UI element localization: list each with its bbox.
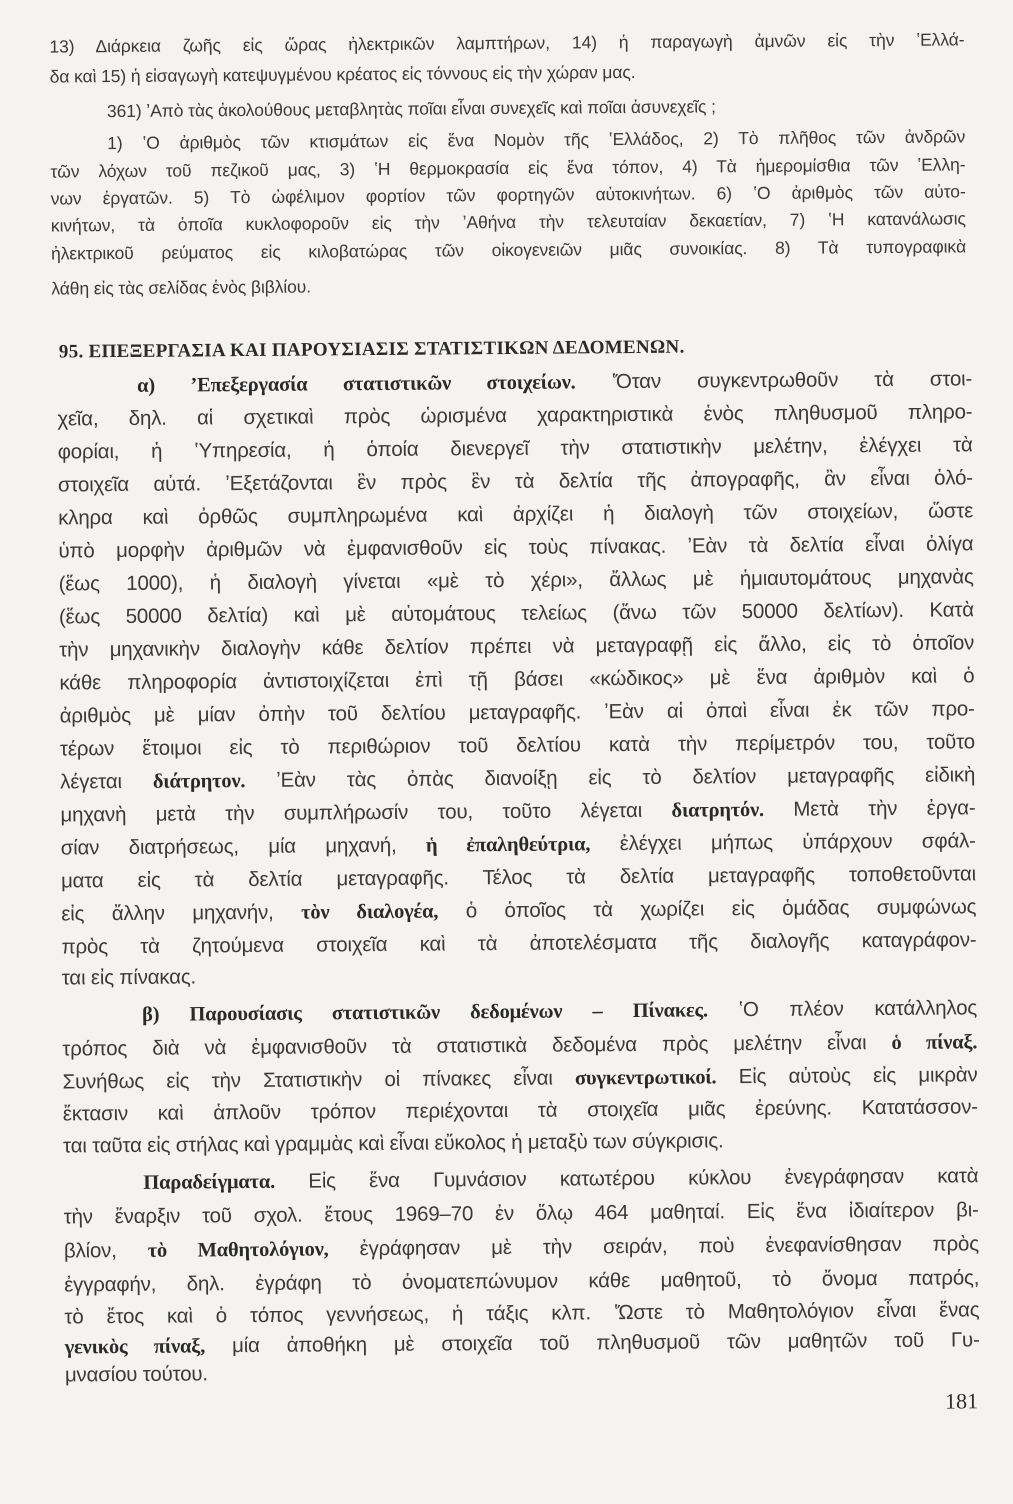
text-segment: κληρα καὶ ὀρθῶς συμπληρωμένα καὶ ἀρχίζει ἡ διαλογὴ τῶν στοιχείων, ὥστε xyxy=(58,499,974,530)
text-segment: τὴν μηχανικὴν διαλογὴν κάθε δελτίον πρέπει νὰ μεταγραφῇ εἰς ἄλλο, εἰς τὸ ὁποῖον xyxy=(59,631,975,662)
text-segment: τρόπος διὰ νὰ ἐμφανισθοῦν τὰ στατιστικὰ δεδομένα πρὸς μελέτην εἶναι xyxy=(62,1030,892,1061)
text-line xyxy=(58,532,973,564)
text-segment: μηχανὴ μετὰ τὴν συμπλήρωσίν του, τοῦτο λέγεται xyxy=(60,798,672,827)
text-line xyxy=(60,730,975,762)
text-line xyxy=(64,1198,979,1230)
text-segment: λέγεται xyxy=(60,769,153,794)
text-line xyxy=(61,862,976,894)
text-segment: δα καὶ 15) ἡ εἰσαγωγὴ κατεψυγμένου κρέατος εἰς τόννους εἰς τὴν χώραν μας. xyxy=(49,61,636,87)
text-line xyxy=(61,829,976,861)
text-line xyxy=(64,1232,979,1264)
text-segment: κάθε πληροφορία ἀντιστοιχίζεται ἐπὶ τῇ βάσει «κώδικος» μὲ ἕνα ἀριθμὸν καὶ ὁ xyxy=(59,664,975,695)
text-segment: Συνήθως εἰς τὴν Στατιστικὴν οἱ πίνακες εἶναι xyxy=(62,1066,576,1094)
text-segment: ἐλέγχει μήπως ὑπάρχουν σφάλ- xyxy=(590,829,976,856)
text-line xyxy=(60,697,975,729)
text-segment: ʽΌταν συγκεντρωθοῦν τὰ στοι- xyxy=(575,367,973,394)
text-line xyxy=(51,181,966,209)
text-line xyxy=(65,1356,980,1388)
text-segment: Εἰς ἕνα Γυμνάσιον κατωτέρου κύκλου ἐνεγράφησαν κατὰ xyxy=(274,1163,979,1193)
text-line xyxy=(51,271,966,299)
text-segment: τῶν λόχων τοῦ πεζικοῦ μας, 3) ʽΗ θερμοκρασία εἰς ἕνα τόπον, 4) Τὰ ἡμερομίσθια τῶν ʽΕλλη- xyxy=(50,153,966,182)
bold-term: ὁ πίναξ. xyxy=(891,1030,978,1054)
text-line xyxy=(58,433,973,465)
bold-term: β) Παρουσίασις στατιστικῶν δεδομένων – Πίνακες. xyxy=(141,999,708,1026)
text-segment: ὑπὸ μορφὴν ἀριθμῶν νὰ ἐμφανισθοῦν εἰς τοὺς πίνακας. ʼΕὰν τὰ δελτία εἶναι ὀλίγα xyxy=(58,532,974,563)
text-line xyxy=(59,565,974,597)
text-segment: νων ἐργατῶν. 5) Τὸ ὠφέλιμον φορτίον τῶν φορτηγῶν αὐτοκινήτων. 6) ʽΟ ἀριθμὸς τῶν αὐτο- xyxy=(50,180,966,209)
bold-term: Παραδείγματα. xyxy=(143,1170,276,1194)
text-line xyxy=(60,763,975,795)
text-line xyxy=(63,1127,978,1159)
text-line xyxy=(60,796,975,828)
text-segment: ἀριθμὸς μὲ μίαν ὀπὴν τοῦ δελτίου μεταγραφῆς. ʼΕὰν αἱ ὀπαὶ εἶναι ἐκ τῶν προ- xyxy=(59,697,975,728)
text-segment: βλίον, xyxy=(63,1238,148,1263)
text-line xyxy=(59,631,974,663)
text-segment: εἰς ἄλλην μηχανήν, xyxy=(61,900,302,926)
text-segment: ἐγγραφήν, δηλ. ἐγράφη τὸ ὀνοματεπώνυμον κάθε μαθητοῦ, τὸ ὄνομα πατρός, xyxy=(64,1265,980,1297)
text-segment: μνασίου τούτου. xyxy=(64,1362,208,1387)
text-line xyxy=(63,1063,978,1095)
text-segment: 361) ʼΑπὸ τὰς ἀκολούθους μεταβλητὰς ποῖαι εἶναι συνεχεῖς καὶ ποῖαι ἀσυνεχεῖς ; xyxy=(106,95,716,121)
text-line xyxy=(58,466,973,498)
text-line xyxy=(57,400,972,432)
text-line xyxy=(62,959,977,991)
text-segment: ται ταῦτα εἰς στήλας καὶ γραμμὰς καὶ εἶναι εὔκολος ἡ μεταξὺ των σύγκρισις. xyxy=(63,1128,724,1158)
text-segment: τὸ ἔτος καὶ ὁ τόπος γεννήσεως, ἡ τάξις κλπ. ʽΏστε τὸ Μαθητολόγιον εἶναι ἕνας xyxy=(64,1297,980,1329)
text-segment: πρὸς τὰ ζητούμενα στοιχεῖα καὶ τὰ ἀποτελέσματα τῆς διαλογῆς καταγράφον- xyxy=(61,928,977,959)
text-segment: στοιχεῖα αὐτά. ʼΕξετάζονται ἓν πρὸς ἓν τὰ δελτία τῆς ἀπογραφῆς, ἂν εἶναι ὁλό- xyxy=(57,466,973,497)
text-line xyxy=(142,996,977,1027)
bold-term: διατρητόν. xyxy=(671,798,765,822)
bold-term: α) ʼΕπεξεργασία στατιστικῶν στοιχείων. xyxy=(137,371,576,397)
text-segment: 13) Διάρκεια ζωῆς εἰς ὥρας ἠλεκτρικῶν λαμπτήρων, 14) ἡ παραγωγὴ ἀμνῶν εἰς τὴν ʽΕλλά- xyxy=(49,28,965,57)
bold-term: συγκεντρωτικοί. xyxy=(574,1066,717,1090)
text-segment: κινήτων, τὰ ὁποῖα κυκλοφοροῦν εἰς τὴν ʼΑθήνα τὴν τελευταίαν δεκαετίαν, 7) ʽΗ κατανάλωσις xyxy=(50,207,966,236)
bold-term: διάτρητον. xyxy=(152,769,246,793)
bold-term: γενικὸς πίναξ, xyxy=(64,1335,206,1359)
page-number: 181 xyxy=(945,1388,979,1414)
text-segment: ἐγράφησαν μὲ τὴν σειράν, ποὺ ἐνεφανίσθησαν πρὸς xyxy=(328,1231,979,1261)
text-segment: ʼΕὰν τὰς ὀπὰς διανοίξῃ εἰς τὸ δελτίον μεταγραφῆς εἰδικὴ xyxy=(245,763,976,792)
bold-term: ἡ ἐπαληθεύτρια, xyxy=(425,833,591,857)
text-line xyxy=(62,1030,977,1062)
text-segment: (ἕως 1000), ἡ διαλογὴ γίνεται «μὲ τὸ χέρι», ἄλλως μὲ ἡμιαυτομάτους μηχανὰς xyxy=(58,565,974,596)
text-segment: λάθη εἰς τὰς σελίδας ἑνὸς βιβλίου. xyxy=(51,276,312,299)
text-line xyxy=(143,1164,978,1195)
text-segment: ʽΟ πλέον κατάλληλος xyxy=(707,996,978,1022)
text-line xyxy=(61,928,976,960)
text-segment: φορίαι, ἡ ʽΥπηρεσία, ἡ ὁποία διενεργεῖ τὴν στατιστικὴν μελέτην, ἐλέγχει τὰ xyxy=(57,433,973,464)
text-segment: τὴν ἔναρξιν τοῦ σχολ. ἔτους 1969–70 ἐν ὅλῳ 464 μαθηταί. Εἰς ἕνα ἰδιαίτερον βι- xyxy=(63,1197,979,1229)
text-line xyxy=(58,499,973,531)
section-heading xyxy=(59,336,685,364)
bold-term: 95. ΕΠΕΞΕΡΓΑΣΙΑ ΚΑΙ ΠΑΡΟΥΣΙΑΣΙΣ ΣΤΑΤΙΣΤΙΚΩΝ ΔΕΔΟΜΕΝΩΝ. xyxy=(58,336,685,363)
text-segment: Εἰς αὐτοὺς εἰς μικρὰν xyxy=(716,1062,978,1089)
text-segment: ματα εἰς τὰ δελτία μεταγραφῆς. Τέλος τὰ δελτία μεταγραφῆς τοποθετοῦνται xyxy=(60,862,977,893)
text-segment: μία ἀποθήκη μὲ στοιχεῖα τοῦ πληθυσμοῦ τῶν μαθητῶν τοῦ Γυ- xyxy=(204,1327,980,1358)
text-line xyxy=(59,664,974,696)
text-segment: (ἕως 50000 δελτία) καὶ μὲ αὐτομάτους τελείως (ἄνω τῶν 50000 δελτίων). Κατὰ xyxy=(58,598,975,629)
text-line xyxy=(137,367,972,398)
text-line xyxy=(51,208,966,236)
text-line xyxy=(51,236,966,264)
text-segment: Μετὰ τὴν ἐργα- xyxy=(763,796,976,821)
text-line xyxy=(50,154,965,182)
bold-term: τὸ Μαθητολόγιον, xyxy=(147,1238,329,1262)
text-line xyxy=(61,895,976,927)
text-line xyxy=(65,1328,980,1360)
text-line xyxy=(63,1095,978,1127)
text-line xyxy=(107,94,965,122)
text-line xyxy=(49,29,964,57)
text-segment: 1) ʽΟ ἀριθμὸς τῶν κτισμάτων εἰς ἕνα Νομὸν τῆς ʽΕλλάδος, 2) Τὸ πλῆθος τῶν ἀνδρῶν xyxy=(107,125,966,153)
text-segment: τέρων ἕτοιμοι εἰς τὸ περιθώριον τοῦ δελτίου κατὰ τὴν περίμετρόν του, τοῦτο xyxy=(59,730,976,761)
text-segment: ὁ ὁποῖος τὰ χωρίζει εἰς ὁμάδας συμφώνως xyxy=(438,895,977,923)
text-line xyxy=(64,1266,979,1298)
text-line xyxy=(64,1298,979,1330)
text-segment: σίαν διατρήσεως, μία μηχανή, xyxy=(60,833,427,860)
text-line xyxy=(59,598,974,630)
text-line xyxy=(107,126,965,154)
text-segment: ἠλεκτρικοῦ ρεύματος εἰς κιλοβατώρας τῶν οἰκογενειῶν μιᾶς συνοικίας. 8) Τὰ τυπογραφικὰ xyxy=(51,235,967,264)
text-segment: χεῖα, δηλ. αἱ σχετικαὶ πρὸς ὡρισμένα χαρακτηριστικὰ ἑνὸς πληθυσμοῦ πληρο- xyxy=(57,400,973,431)
text-segment: ἔκτασιν καὶ ἁπλοῦν τρόπον περιέχονται τὰ στοιχεῖα μιᾶς ἐρεύνης. Κατατάσσον- xyxy=(62,1094,978,1126)
bold-term: τὸν διαλογέα, xyxy=(301,900,439,924)
text-segment: ται εἰς πίνακας. xyxy=(61,965,197,990)
text-line xyxy=(50,59,965,87)
